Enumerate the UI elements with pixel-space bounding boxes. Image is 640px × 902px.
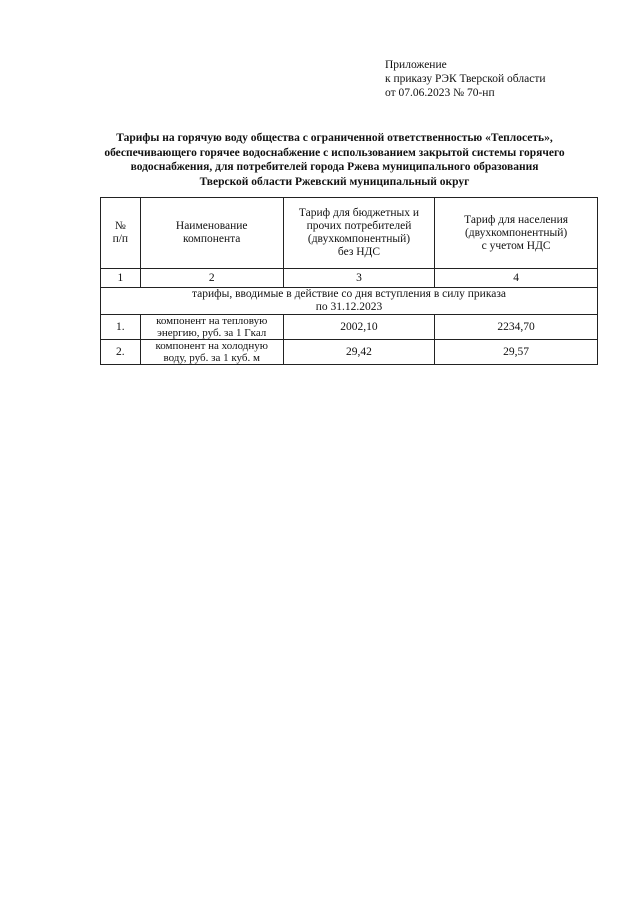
header-num: № п/п bbox=[101, 198, 141, 269]
row-number: 1. bbox=[101, 315, 141, 340]
tariff-table bbox=[100, 197, 598, 365]
document-title bbox=[82, 131, 587, 189]
section-row bbox=[101, 288, 598, 315]
row-number: 2. bbox=[101, 340, 141, 365]
budget-tariff-value: 2002,10 bbox=[283, 315, 434, 340]
component-name: компонент на тепловую энергию, руб. за 1 Гкал bbox=[140, 315, 283, 340]
title-line: Тарифы на горячую воду общества с ограниченной ответственностью «Теплосеть», bbox=[116, 132, 553, 144]
component-name: компонент на холодную воду, руб. за 1 куб. м bbox=[140, 340, 283, 365]
population-tariff-value: 2234,70 bbox=[435, 315, 598, 340]
column-number: 2 bbox=[140, 269, 283, 288]
column-number-row bbox=[101, 269, 598, 288]
header-name: Наименование компонента bbox=[140, 198, 283, 269]
column-number: 1 bbox=[101, 269, 141, 288]
table-header-row bbox=[101, 198, 598, 269]
section-caption: тарифы, вводимые в действие со дня вступления в силу приказа по 31.12.2023 bbox=[101, 288, 598, 315]
column-number: 3 bbox=[283, 269, 434, 288]
header-population-tariff: Тариф для населения (двухкомпонентный) с учетом НДС bbox=[435, 198, 598, 269]
population-tariff-value: 29,57 bbox=[435, 340, 598, 365]
table-row bbox=[101, 340, 598, 365]
header-budget-tariff: Тариф для бюджетных и прочих потребителей (двухкомпонентный) без НДС bbox=[283, 198, 434, 269]
column-number: 4 bbox=[435, 269, 598, 288]
appendix-line: от 07.06.2023 № 70-нп bbox=[385, 87, 495, 99]
title-line: водоснабжения, для потребителей города Ржева муниципального образования bbox=[130, 161, 539, 173]
budget-tariff-value: 29,42 bbox=[283, 340, 434, 365]
table-row bbox=[101, 315, 598, 340]
title-line: Тверской области Ржевский муниципальный округ bbox=[199, 175, 470, 188]
appendix-note bbox=[385, 58, 546, 100]
title-line: обеспечивающего горячее водоснабжение с использованием закрытой системы горячего bbox=[104, 146, 565, 159]
appendix-line: Приложение bbox=[385, 59, 447, 71]
appendix-line: к приказу РЭК Тверской области bbox=[385, 73, 546, 85]
